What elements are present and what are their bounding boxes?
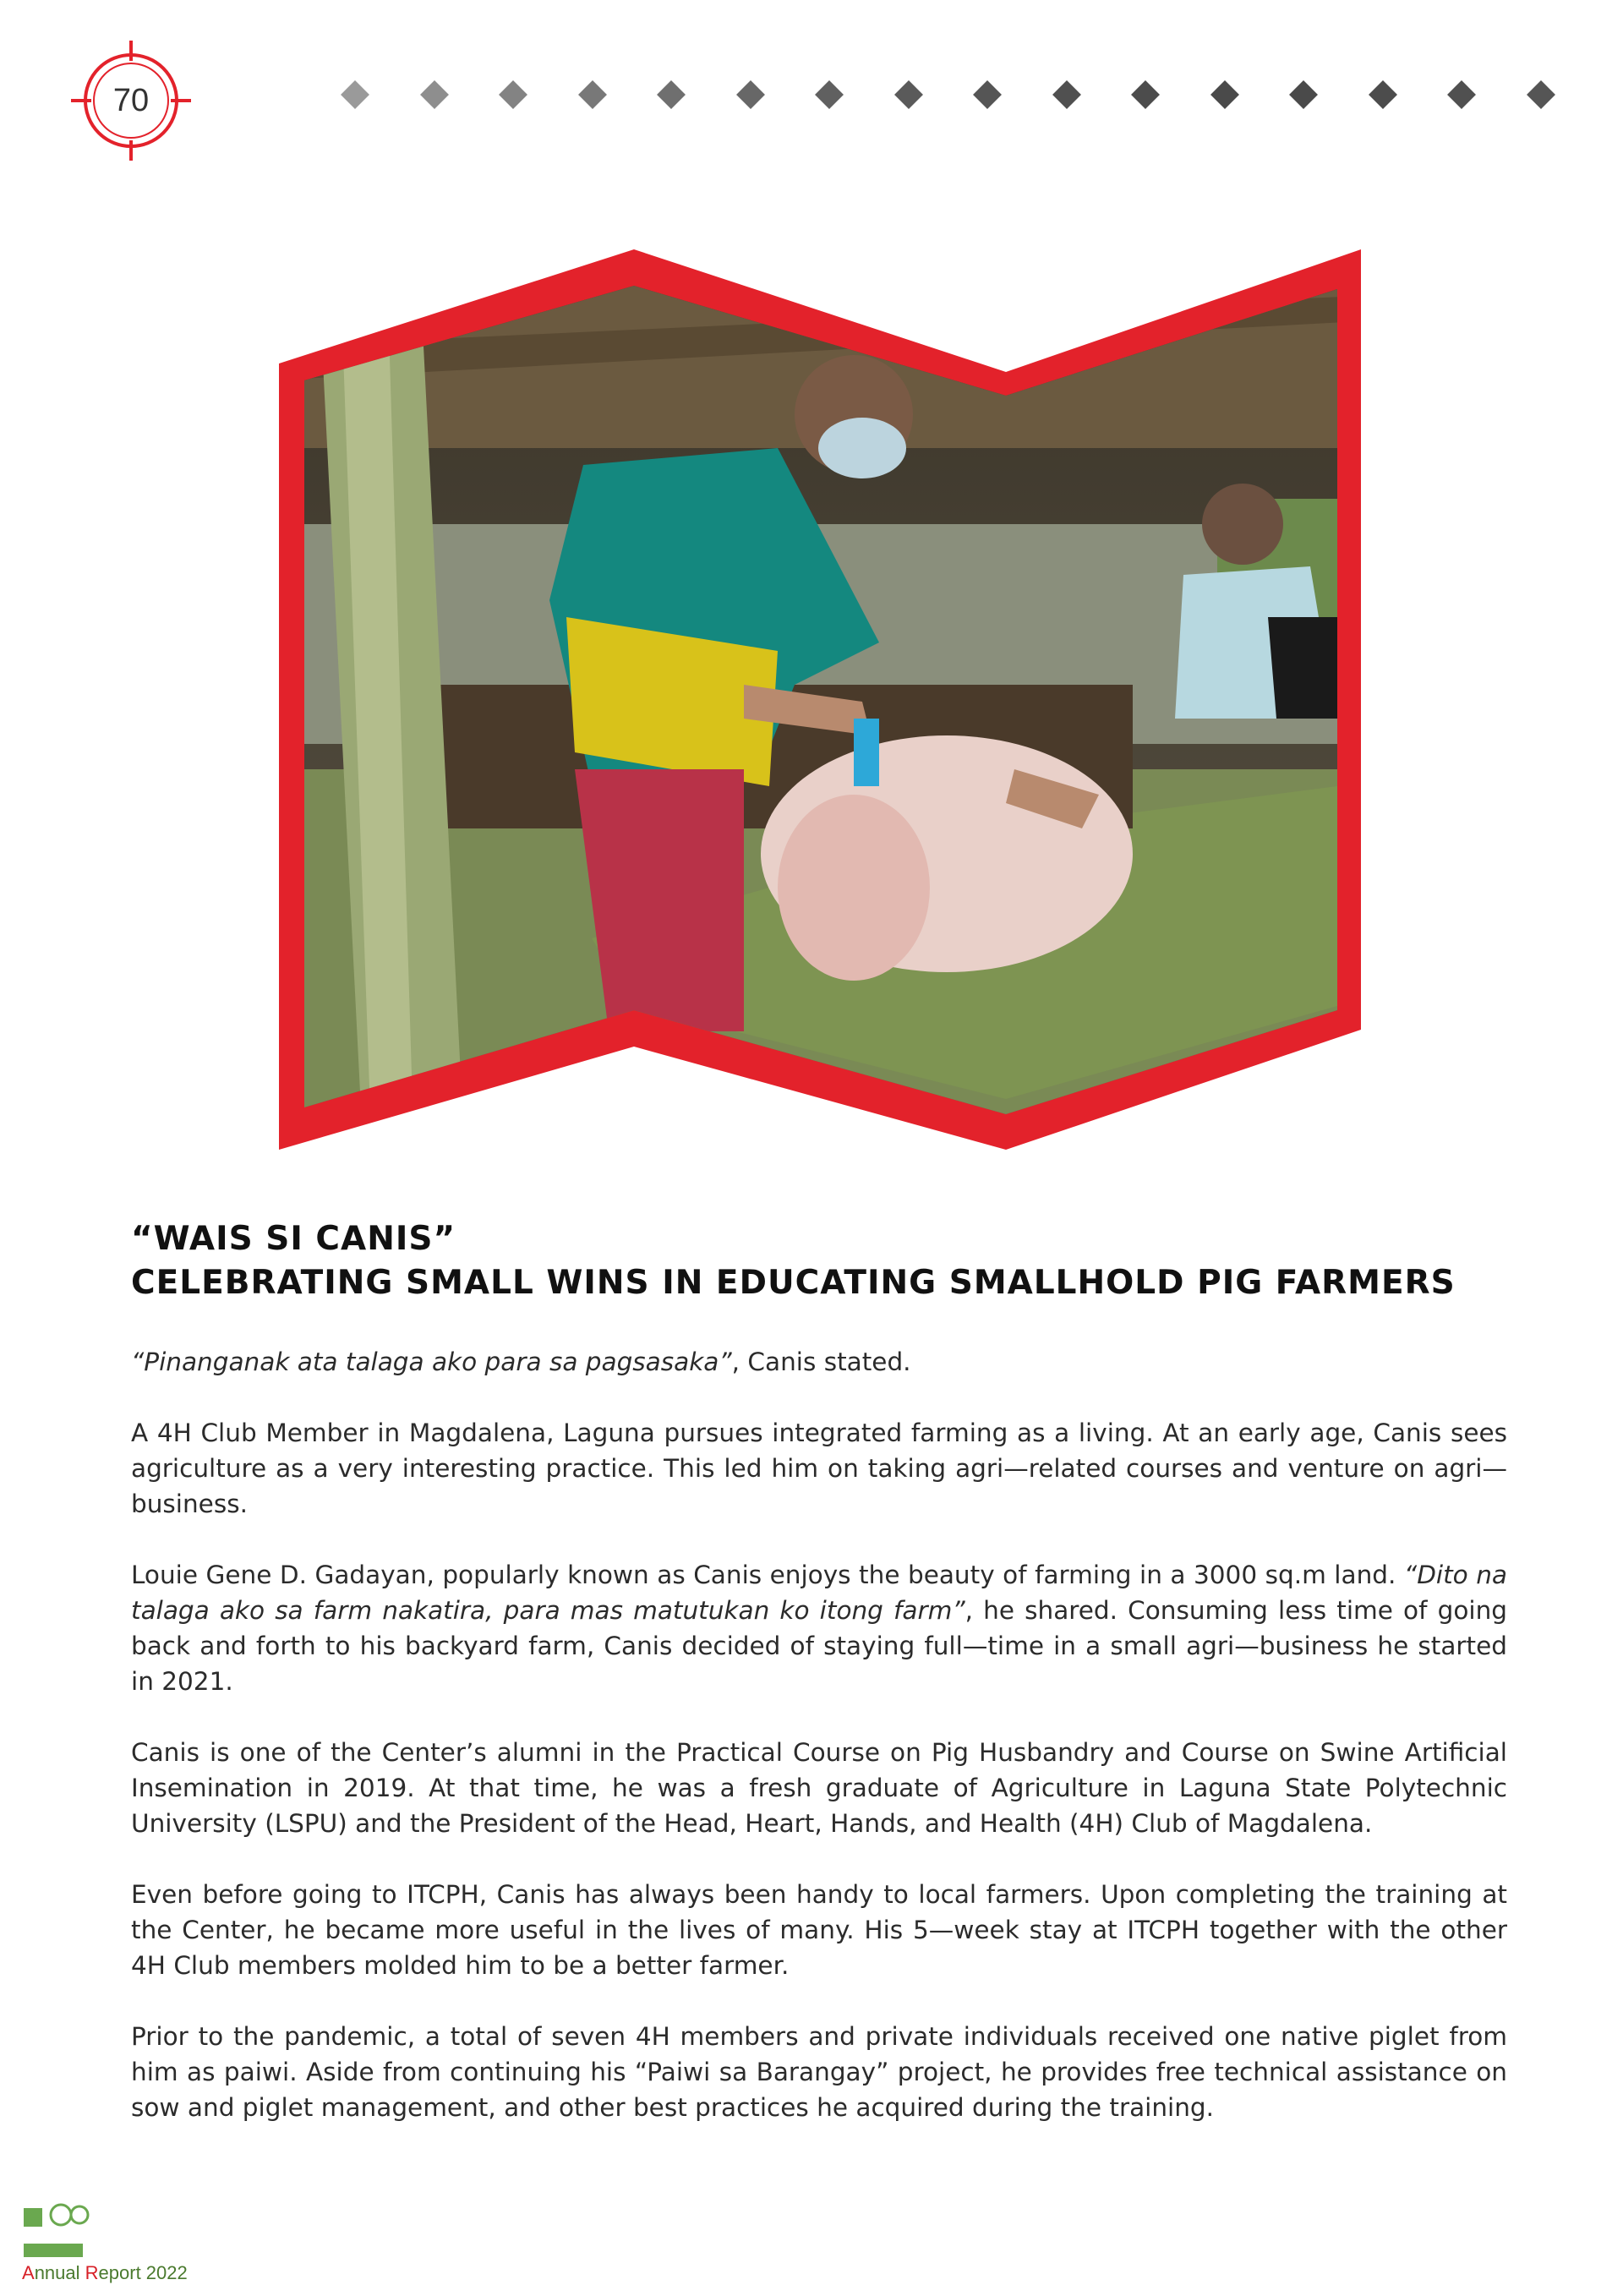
ati-itcph-logo [22,2201,91,2267]
article [131,1217,1507,2161]
diamond-icon [894,80,923,109]
article-headline [131,1217,1507,1305]
footer-label-rest: eport 2022 [98,2262,188,2283]
diamond-icon [1052,80,1081,109]
paragraph-2: A 4H Club Member in Magdalena, Laguna pursues integrated farming as a living. At an early age, Canis sees agriculture as a very interesting practice. This led him on taking agri—related courses and venture on agri—business. [131,1419,1507,1518]
quote-attribution: , Canis stated. [731,1348,911,1376]
diamond-icon [1131,80,1160,109]
diamond-icon [1210,80,1239,109]
diamond-icon [578,80,607,109]
footer [19,2201,238,2286]
diamond-icon [341,80,369,109]
diamond-divider [345,85,1559,115]
diamond-icon [1289,80,1318,109]
page-number-badge [69,39,193,162]
diamond-icon [815,80,844,109]
footer-label-r: R [85,2262,99,2283]
paragraph-6: Prior to the pandemic, a total of seven 4H members and private individuals received one native piglet from him as paiwi. Aside from continuing his “Paiwi sa Barangay” project, he provides free technical assistance on sow and piglet management, and other best practices he acquired during the training. [131,2022,1507,2122]
quote-text: “Pinanganak ata talaga ako para sa pagsasaka” [131,1348,732,1376]
diamond-icon [657,80,686,109]
headline-line-1: “WAIS SI CANIS” [131,1220,456,1258]
paragraph-quote [131,1344,1507,1380]
paragraph-3-quote: “Dito na talaga ako sa farm nakatira, para mas matutukan ko itong farm” [131,1561,1507,1625]
page-number: 70 [112,82,150,118]
diamond-icon [420,80,449,109]
diamond-icon [736,80,765,109]
footer-label-mid: nnual [34,2262,85,2283]
diamond-icon [1369,80,1397,109]
feature-photo [270,245,1361,1158]
paragraph-3-rest: , he shared. Consuming less time of going back and forth to his backyard farm, Canis decided of staying full—time in a small agri—business he started in 2021. [131,1596,1507,1696]
footer-label-a: A [22,2262,35,2283]
paragraph-3-start: Louie Gene D. Gadayan, popularly known as Canis enjoys the beauty of farming in a 3000 sq.m land. [131,1561,1396,1589]
diamond-icon [1447,80,1476,109]
diamond-icon [1527,80,1555,109]
diamond-icon [973,80,1002,109]
photo-frame [270,245,1361,1158]
paragraph-4: Canis is one of the Center’s alumni in the Practical Course on Pig Husbandry and Course on Swine Artificial Insemination in 2019. At that time, he was a fresh graduate of Agriculture in Laguna State Polytechnic University (LSPU) and the President of the Head, Heart, Hands, and Health (4H) Club of Magdalena. [131,1738,1507,1838]
diamond-icon [499,80,527,109]
paragraph-5: Even before going to ITCPH, Canis has always been handy to local farmers. Upon completing the training at the Center, he became more useful in the lives of many. His 5—week stay at ITCPH together with the other 4H Club members molded him to be a better farmer. [131,1880,1507,1980]
footer-annual-report-label [22,2262,188,2284]
headline-line-2: CELEBRATING SMALL WINS IN EDUCATING SMALLHOLD PIG FARMERS [131,1264,1456,1302]
logo-icon [22,2201,91,2260]
paragraph-3 [131,1557,1507,1699]
